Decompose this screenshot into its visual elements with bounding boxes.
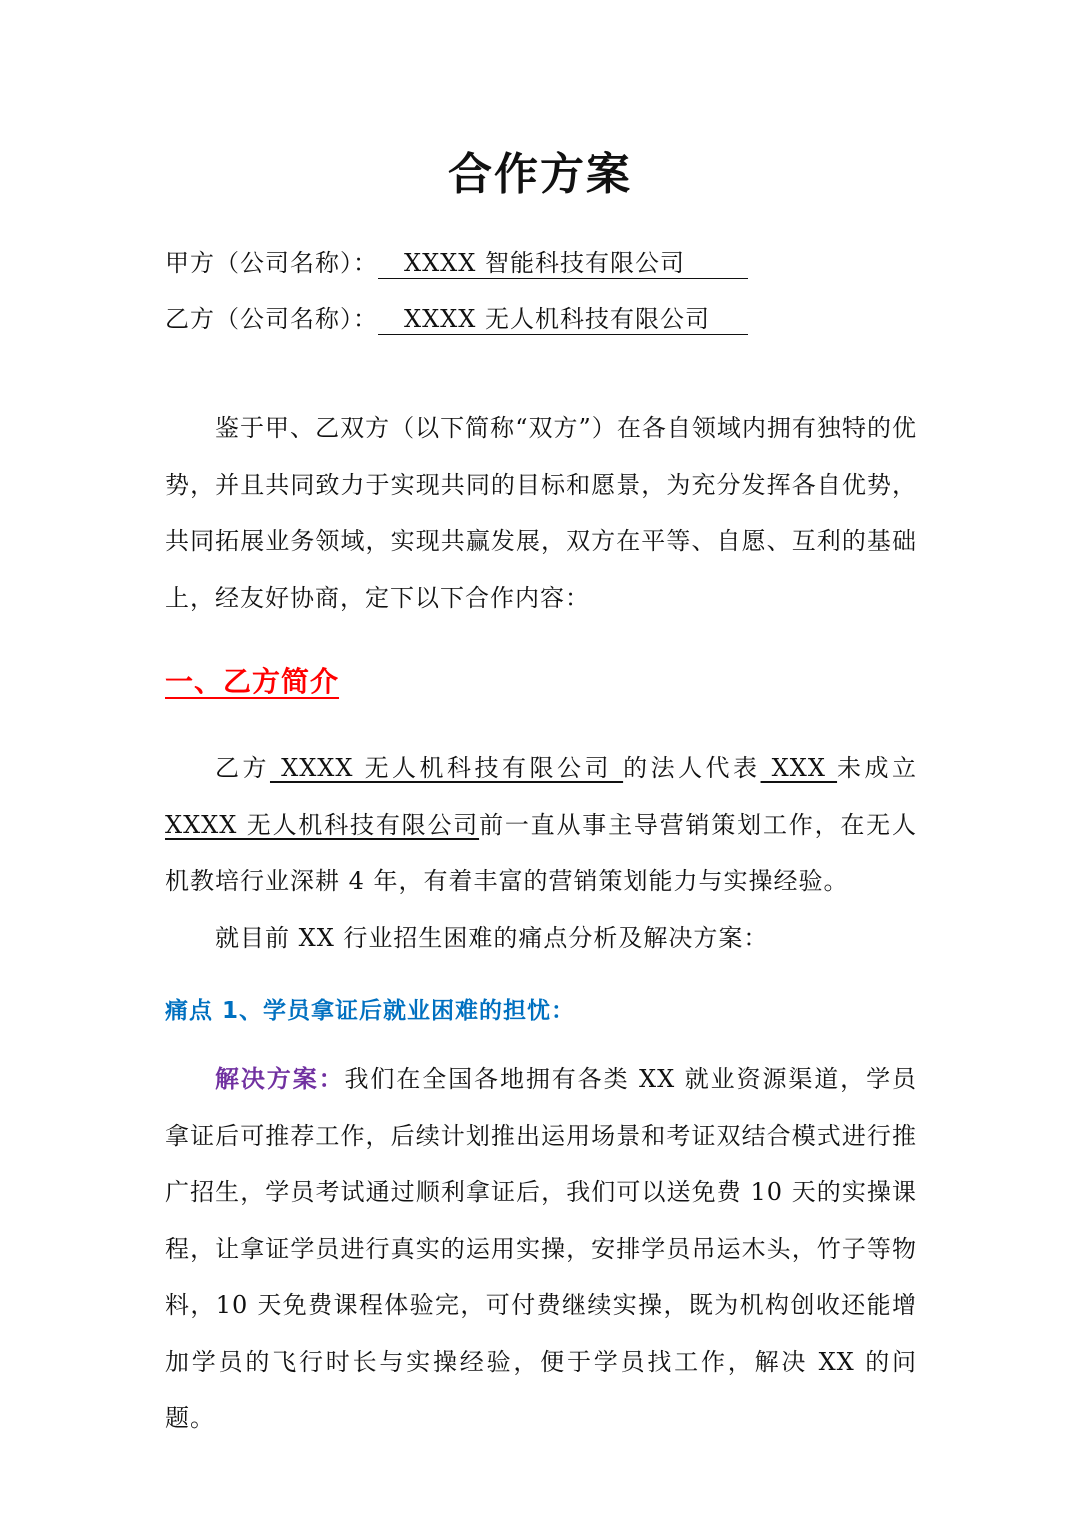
party-b-value: XXXX 无人机科技有限公司 bbox=[378, 304, 748, 335]
party-a-line bbox=[165, 243, 748, 279]
party-b-line bbox=[165, 299, 748, 335]
solution-text: 我们在全国各地拥有各类 XX 就业资源渠道，学员拿证后可推荐工作，后续计划推出运用场景和考证双结合模式进行推广招生，学员考试通过顺利拿证后，我们可以送免费 10 天的实操课程，让拿证学员进行真实的运用实操，安排学员吊运木头，竹子等物料，10 天免费课程体验完，可付费继续实操，既为机构创收还能增加学员的飞行时长与实操经验，便于学员找工作，解决 XX 的问题。 bbox=[165, 1065, 917, 1432]
document-title: 合作方案 bbox=[448, 149, 632, 200]
company-intro-paragraph bbox=[165, 740, 917, 910]
party-a-label: 甲方（公司名称）： bbox=[165, 249, 378, 277]
intro-text-2: 的法人代表 bbox=[623, 754, 761, 782]
intro-paragraph: 鉴于甲、乙双方（以下简称“双方”）在各自领域内拥有独特的优势，并且共同致力于实现共同的目标和愿景，为充分发挥各自优势，共同拓展业务领域，实现共赢发展，双方在平等、自愿、互利的基础上，经友好协商，定下以下合作内容： bbox=[165, 414, 917, 612]
party-a-value: XXXX 智能科技有限公司 bbox=[378, 248, 748, 279]
intro-text-3: 未成立 bbox=[837, 754, 918, 782]
pain-analysis-intro: 就目前 XX 行业招生困难的痛点分析及解决方案： bbox=[215, 924, 769, 952]
intro-text-1: 乙方 bbox=[215, 754, 270, 782]
intro-text-4: 前一直从事主导营销策划工作，在无人机教培行业深耕 4 年，有着丰富的营销策划能力与实操经验。 bbox=[165, 810, 917, 895]
party-b-label: 乙方（公司名称）： bbox=[165, 305, 378, 333]
company-name-underlined-2: XXXX 无人机科技有限公司 bbox=[165, 810, 480, 839]
legal-rep-underlined: XXX bbox=[760, 754, 838, 782]
company-name-underlined: XXXX 无人机科技有限公司 bbox=[269, 754, 624, 782]
solution-paragraph bbox=[165, 1051, 917, 1447]
solution-label: 解决方案： bbox=[215, 1064, 345, 1093]
section-heading: 一、乙方简介 bbox=[165, 665, 340, 698]
pain-point-heading: 痛点 1、学员拿证后就业困难的担忧： bbox=[165, 998, 576, 1024]
